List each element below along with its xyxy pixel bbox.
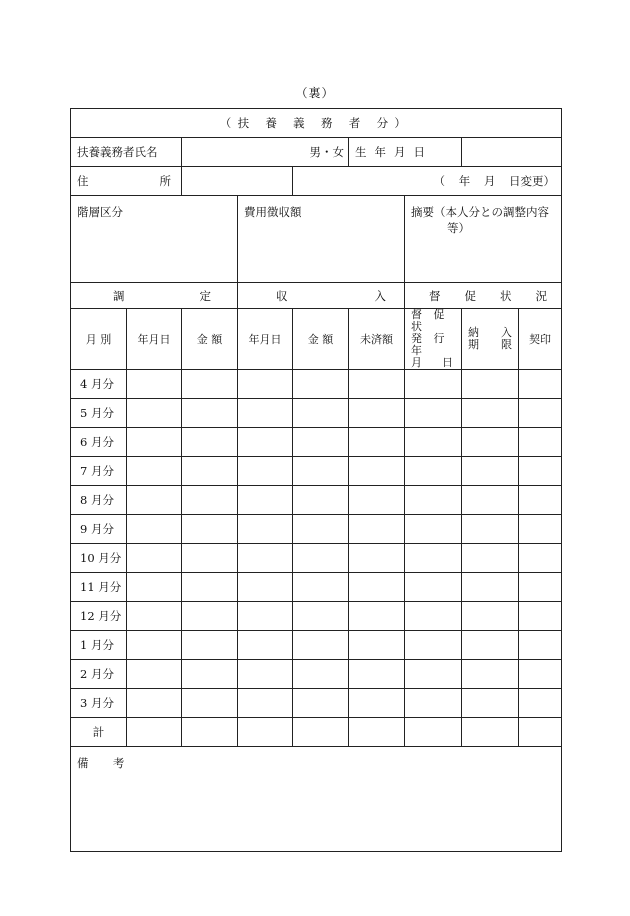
section-title: （扶 養 義 務 者 分） bbox=[71, 109, 562, 138]
cell[interactable] bbox=[182, 573, 238, 602]
cell[interactable] bbox=[238, 660, 293, 689]
cell[interactable] bbox=[293, 602, 349, 631]
birth-label-part: 日 bbox=[413, 145, 425, 159]
cell[interactable] bbox=[462, 660, 519, 689]
cell[interactable] bbox=[519, 544, 562, 573]
birth-label-part: 年 bbox=[374, 145, 386, 159]
month-label: 7 月分 bbox=[71, 457, 127, 486]
cell[interactable] bbox=[349, 631, 405, 660]
cell[interactable] bbox=[349, 370, 405, 399]
cell[interactable] bbox=[462, 370, 519, 399]
cell[interactable] bbox=[293, 370, 349, 399]
income-part: 収 bbox=[276, 288, 288, 303]
cell[interactable] bbox=[293, 718, 349, 747]
adjust-part: 調 bbox=[113, 288, 125, 303]
adjust-part: 定 bbox=[199, 288, 211, 303]
cell[interactable] bbox=[349, 573, 405, 602]
month-row bbox=[71, 370, 562, 399]
col-unpaid: 未済額 bbox=[349, 309, 405, 370]
cell[interactable] bbox=[127, 689, 182, 718]
cell[interactable] bbox=[182, 486, 238, 515]
month-label: 3 月分 bbox=[71, 689, 127, 718]
cell[interactable] bbox=[293, 689, 349, 718]
address-change-note: （ 年 月 日変更） bbox=[293, 167, 562, 196]
class-label: 階層区分 bbox=[77, 205, 123, 219]
cell[interactable] bbox=[182, 399, 238, 428]
cell[interactable] bbox=[462, 515, 519, 544]
cell[interactable] bbox=[293, 399, 349, 428]
month-row bbox=[71, 573, 562, 602]
cell[interactable] bbox=[349, 428, 405, 457]
cell[interactable] bbox=[405, 486, 462, 515]
cell[interactable] bbox=[127, 428, 182, 457]
income-part: 入 bbox=[374, 288, 386, 303]
cell[interactable] bbox=[182, 428, 238, 457]
cell[interactable] bbox=[405, 515, 462, 544]
remarks-label: 備 考 bbox=[77, 756, 135, 770]
reminder-line: 日 bbox=[442, 356, 457, 369]
month-label: 5 月分 bbox=[71, 399, 127, 428]
col-month: 月 別 bbox=[71, 309, 127, 370]
col-income-date: 年月日 bbox=[238, 309, 293, 370]
cell[interactable] bbox=[127, 515, 182, 544]
cell[interactable] bbox=[349, 544, 405, 573]
deadline-part: 期 bbox=[468, 338, 479, 351]
month-row bbox=[71, 602, 562, 631]
cell[interactable] bbox=[238, 544, 293, 573]
summary-label: 摘要（本人分との調整内容 bbox=[411, 205, 549, 219]
month-label: 2 月分 bbox=[71, 660, 127, 689]
cell[interactable] bbox=[182, 718, 238, 747]
cell[interactable] bbox=[349, 689, 405, 718]
cell[interactable] bbox=[519, 660, 562, 689]
cell[interactable] bbox=[293, 660, 349, 689]
cell[interactable] bbox=[462, 544, 519, 573]
month-label: 4 月分 bbox=[71, 370, 127, 399]
month-row bbox=[71, 660, 562, 689]
cell[interactable] bbox=[238, 399, 293, 428]
class-field[interactable] bbox=[71, 196, 238, 283]
cell[interactable] bbox=[405, 573, 462, 602]
cell[interactable] bbox=[462, 689, 519, 718]
birth-label-part: 月 bbox=[394, 145, 406, 159]
month-row bbox=[71, 515, 562, 544]
cell[interactable] bbox=[405, 631, 462, 660]
cell[interactable] bbox=[462, 486, 519, 515]
cell[interactable] bbox=[349, 602, 405, 631]
month-label: 11 月分 bbox=[71, 573, 127, 602]
cell[interactable] bbox=[182, 689, 238, 718]
month-label: 8 月分 bbox=[71, 486, 127, 515]
col-payment-deadline bbox=[462, 309, 519, 370]
cell[interactable] bbox=[405, 660, 462, 689]
section-adjust bbox=[71, 283, 238, 309]
dependent-support-form bbox=[70, 108, 562, 852]
remarks-row bbox=[71, 747, 562, 852]
cell[interactable] bbox=[519, 718, 562, 747]
month-row bbox=[71, 689, 562, 718]
month-label: 9 月分 bbox=[71, 515, 127, 544]
cell[interactable] bbox=[293, 631, 349, 660]
page-heading: （裏） bbox=[295, 86, 335, 100]
cell[interactable] bbox=[519, 631, 562, 660]
cell[interactable] bbox=[519, 486, 562, 515]
cell[interactable] bbox=[182, 457, 238, 486]
cell[interactable] bbox=[519, 689, 562, 718]
cell[interactable] bbox=[519, 399, 562, 428]
cell[interactable] bbox=[127, 718, 182, 747]
cell[interactable] bbox=[519, 370, 562, 399]
col-seal: 契印 bbox=[519, 309, 562, 370]
address-row bbox=[71, 167, 562, 196]
cell[interactable] bbox=[405, 399, 462, 428]
cell[interactable] bbox=[349, 515, 405, 544]
cell[interactable] bbox=[405, 689, 462, 718]
cell[interactable] bbox=[238, 573, 293, 602]
month-label: 12 月分 bbox=[71, 602, 127, 631]
cell[interactable] bbox=[405, 602, 462, 631]
birth-date-label bbox=[349, 138, 462, 167]
cell[interactable] bbox=[519, 602, 562, 631]
remarks-field[interactable] bbox=[71, 747, 562, 852]
cell[interactable] bbox=[182, 602, 238, 631]
summary-label-2: 等） bbox=[447, 221, 470, 235]
cell[interactable] bbox=[238, 486, 293, 515]
cell[interactable] bbox=[462, 631, 519, 660]
total-row bbox=[71, 718, 562, 747]
address-label-part: 所 bbox=[159, 174, 171, 188]
section-header-row bbox=[71, 283, 562, 309]
name-row bbox=[71, 138, 562, 167]
reminder-line: 発 行 年 bbox=[411, 332, 449, 357]
address-field[interactable] bbox=[182, 167, 293, 196]
address-label-part: 住 bbox=[77, 174, 89, 188]
cell[interactable] bbox=[405, 718, 462, 747]
fee-label: 費用徴収額 bbox=[244, 205, 302, 219]
cell[interactable] bbox=[127, 399, 182, 428]
cell[interactable] bbox=[238, 631, 293, 660]
cell[interactable] bbox=[405, 544, 462, 573]
deadline-part: 限 bbox=[501, 338, 512, 351]
col-reminder-issue-date bbox=[405, 309, 462, 370]
cell[interactable] bbox=[238, 515, 293, 544]
cell[interactable] bbox=[293, 573, 349, 602]
cell[interactable] bbox=[238, 718, 293, 747]
cell[interactable] bbox=[519, 573, 562, 602]
cell[interactable] bbox=[519, 515, 562, 544]
reminder-line: 月 bbox=[411, 356, 426, 369]
address-label bbox=[71, 167, 182, 196]
cell[interactable] bbox=[182, 515, 238, 544]
month-row bbox=[71, 486, 562, 515]
cell[interactable] bbox=[293, 515, 349, 544]
cell[interactable] bbox=[127, 370, 182, 399]
cell[interactable] bbox=[127, 544, 182, 573]
col-income-amount: 金 額 bbox=[293, 309, 349, 370]
month-row bbox=[71, 399, 562, 428]
cell[interactable] bbox=[238, 428, 293, 457]
cell[interactable] bbox=[405, 428, 462, 457]
month-label: 1 月分 bbox=[71, 631, 127, 660]
cell[interactable] bbox=[238, 689, 293, 718]
month-label: 6 月分 bbox=[71, 428, 127, 457]
cell[interactable] bbox=[127, 457, 182, 486]
classification-row bbox=[71, 196, 562, 283]
cell[interactable] bbox=[238, 602, 293, 631]
name-label: 扶養義務者氏名 bbox=[71, 138, 182, 167]
cell[interactable] bbox=[462, 428, 519, 457]
cell[interactable] bbox=[519, 428, 562, 457]
cell[interactable] bbox=[182, 370, 238, 399]
deadline-part: 入 bbox=[501, 326, 512, 339]
cell[interactable] bbox=[349, 660, 405, 689]
cell[interactable] bbox=[127, 573, 182, 602]
cell[interactable] bbox=[405, 457, 462, 486]
cell[interactable] bbox=[462, 573, 519, 602]
cell[interactable] bbox=[349, 718, 405, 747]
month-label: 10 月分 bbox=[71, 544, 127, 573]
cell[interactable] bbox=[293, 428, 349, 457]
cell[interactable] bbox=[462, 457, 519, 486]
month-row bbox=[71, 428, 562, 457]
cell[interactable] bbox=[519, 457, 562, 486]
birth-date-field[interactable] bbox=[462, 138, 562, 167]
col-date: 年月日 bbox=[127, 309, 182, 370]
cell[interactable] bbox=[127, 660, 182, 689]
birth-label-part: 生 bbox=[355, 145, 367, 159]
cell[interactable] bbox=[127, 631, 182, 660]
cell[interactable] bbox=[238, 457, 293, 486]
cell[interactable] bbox=[349, 486, 405, 515]
reminder-part: 状 bbox=[500, 288, 512, 303]
reminder-line: 督 促 状 bbox=[411, 308, 449, 333]
month-row bbox=[71, 457, 562, 486]
section-income bbox=[238, 283, 405, 309]
cell[interactable] bbox=[238, 370, 293, 399]
fee-field[interactable] bbox=[238, 196, 405, 283]
cell[interactable] bbox=[293, 457, 349, 486]
cell[interactable] bbox=[182, 544, 238, 573]
reminder-part: 況 bbox=[535, 288, 547, 303]
section-title-row bbox=[71, 109, 562, 138]
col-amount: 金 額 bbox=[182, 309, 238, 370]
sex-field[interactable]: 男・女 bbox=[182, 138, 349, 167]
reminder-part: 促 bbox=[464, 288, 476, 303]
cell[interactable] bbox=[462, 602, 519, 631]
total-label: 計 bbox=[71, 718, 127, 747]
reminder-part: 督 bbox=[429, 288, 441, 303]
section-reminder bbox=[405, 283, 562, 309]
cell[interactable] bbox=[462, 399, 519, 428]
cell[interactable] bbox=[349, 399, 405, 428]
cell[interactable] bbox=[293, 544, 349, 573]
month-row bbox=[71, 631, 562, 660]
cell[interactable] bbox=[293, 486, 349, 515]
cell[interactable] bbox=[182, 631, 238, 660]
summary-field[interactable] bbox=[405, 196, 562, 283]
column-header-row bbox=[71, 309, 562, 370]
deadline-part: 納 bbox=[468, 326, 479, 339]
cell[interactable] bbox=[182, 660, 238, 689]
cell[interactable] bbox=[127, 486, 182, 515]
cell[interactable] bbox=[349, 457, 405, 486]
month-row bbox=[71, 544, 562, 573]
cell[interactable] bbox=[462, 718, 519, 747]
cell[interactable] bbox=[127, 602, 182, 631]
cell[interactable] bbox=[405, 370, 462, 399]
